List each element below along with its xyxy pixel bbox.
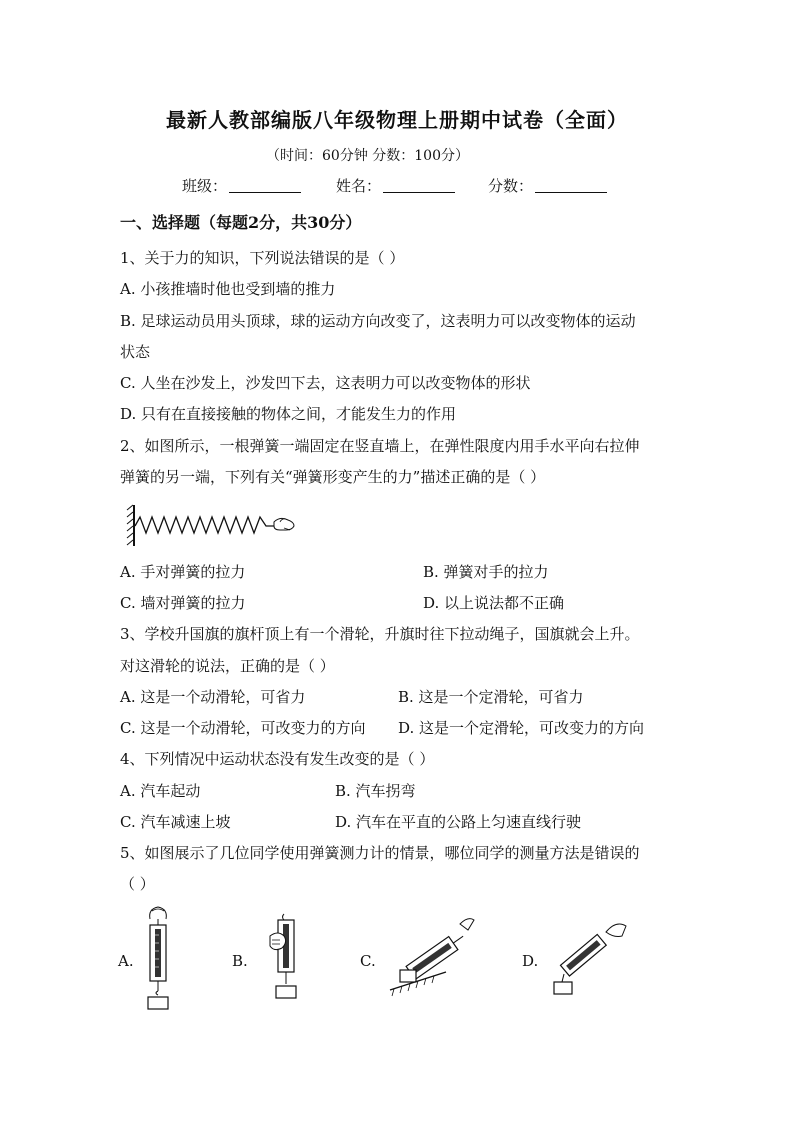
q3-option-b: B. 这是一个定滑轮，可省力 xyxy=(398,688,584,706)
exam-subtitle: （时间：60分钟 分数：100分） xyxy=(266,148,469,164)
scale-figure-a xyxy=(138,905,178,1013)
q2-stem-line1: 2、如图所示，一根弹簧一端固定在竖直墙上，在弹性限度内用手水平向右拉伸 xyxy=(120,437,640,455)
name-field xyxy=(336,175,455,196)
score-label: 分数： xyxy=(488,177,534,195)
q4-option-c: C. 汽车减速上坡 xyxy=(120,813,231,831)
spring-wall-figure xyxy=(124,500,304,550)
q1-option-b-cont: 状态 xyxy=(120,343,151,361)
q5-stem-line1: 5、如图展示了几位同学使用弹簧测力计的情景，哪位同学的测量方法是错误的 xyxy=(120,844,640,862)
q4-option-d: D. 汽车在平直的公路上匀速直线行驶 xyxy=(335,813,582,831)
q1-stem: 1、关于力的知识，下列说法错误的是（ ） xyxy=(120,249,405,267)
q5-label-c: C. xyxy=(360,952,376,970)
scale-figure-b xyxy=(264,912,308,1004)
q2-option-a: A. 手对弹簧的拉力 xyxy=(120,563,246,581)
q3-stem-line1: 3、学校升国旗的旗杆顶上有一个滑轮，升旗时往下拉动绳子，国旗就会上升。 xyxy=(120,625,640,643)
score-blank[interactable] xyxy=(535,178,607,193)
q5-label-d: D. xyxy=(522,952,539,970)
q1-option-d: D. 只有在直接接触的物体之间，才能发生力的作用 xyxy=(120,405,457,423)
q4-stem: 4、下列情况中运动状态没有发生改变的是（ ） xyxy=(120,750,435,768)
q3-stem-line2: 对这滑轮的说法，正确的是（ ） xyxy=(120,657,335,675)
q3-option-a: A. 这是一个动滑轮，可省力 xyxy=(120,688,306,706)
class-field xyxy=(182,175,301,196)
q4-option-b: B. 汽车拐弯 xyxy=(335,782,416,800)
exam-title: 最新人教部编版八年级物理上册期中试卷（全面） xyxy=(166,108,628,132)
q2-option-c: C. 墙对弹簧的拉力 xyxy=(120,594,246,612)
q5-label-a: A. xyxy=(118,952,134,970)
q4-option-a: A. 汽车起动 xyxy=(120,782,201,800)
scale-figure-d xyxy=(548,916,628,1002)
score-field xyxy=(488,175,607,196)
q1-option-a: A. 小孩推墙时他也受到墙的推力 xyxy=(120,280,336,298)
q3-option-d: D. 这是一个定滑轮，可改变力的方向 xyxy=(398,719,645,737)
q3-option-c: C. 这是一个动滑轮，可改变力的方向 xyxy=(120,719,366,737)
q2-option-d: D. 以上说法都不正确 xyxy=(423,594,565,612)
scale-figure-c xyxy=(386,912,478,1004)
class-label: 班级： xyxy=(182,177,228,195)
class-blank[interactable] xyxy=(229,178,301,193)
section-heading: 一、选择题（每题2分，共30分） xyxy=(120,213,362,232)
q1-option-b: B. 足球运动员用头顶球，球的运动方向改变了，这表明力可以改变物体的运动 xyxy=(120,312,636,330)
q1-option-c: C. 人坐在沙发上，沙发凹下去，这表明力可以改变物体的形状 xyxy=(120,374,531,392)
name-label: 姓名： xyxy=(336,177,382,195)
q2-stem-line2: 弹簧的另一端，下列有关“弹簧形变产生的力”描述正确的是（ ） xyxy=(120,468,546,486)
q2-option-b: B. 弹簧对手的拉力 xyxy=(423,563,549,581)
q5-stem-line2: （ ） xyxy=(120,875,155,893)
q5-label-b: B. xyxy=(232,952,248,970)
name-blank[interactable] xyxy=(383,178,455,193)
